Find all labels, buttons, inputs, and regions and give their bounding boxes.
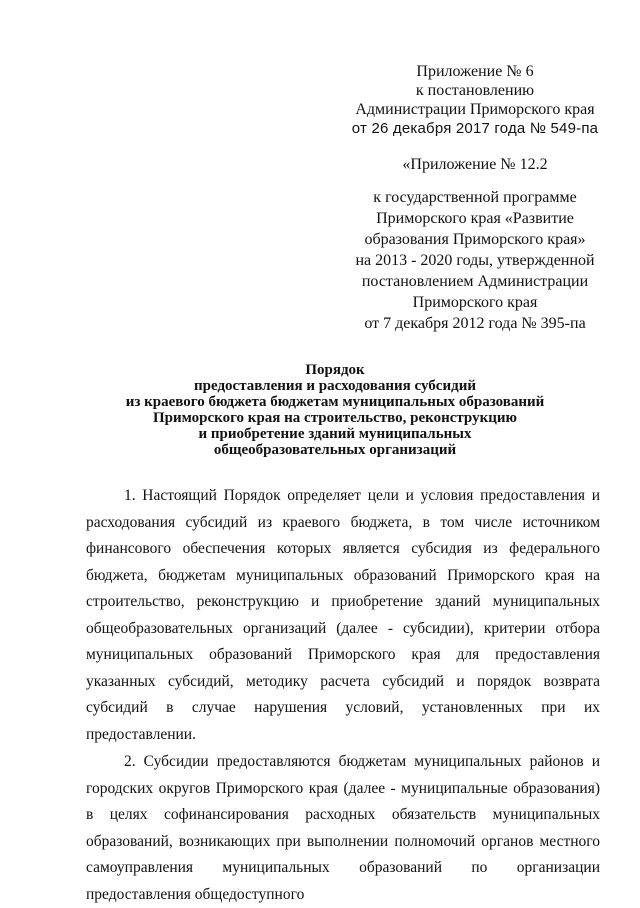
title-line: общеобразовательных организаций	[213, 442, 457, 458]
program-appendix-reference	[330, 154, 620, 334]
program-line: Приморского края «Развитие	[376, 210, 574, 227]
title-line: Приморского края на строительство, реконструкцию	[153, 410, 517, 426]
appendix-number: Приложение № 6	[416, 63, 534, 80]
title-line: из краевого бюджета бюджетам муниципальных образований	[125, 394, 545, 410]
program-line: постановлением Администрации	[361, 273, 589, 290]
paragraph-2: 2. Субсидии предоставляются бюджетам муниципальных районов и городских округов Приморского края (далее - муниципальные образования) в целях софинансирования расходных обязательств муниципальных образований, возникающих при выполнении полномочий органов местного самоуправления муниципальных образований по организации предоставления общедоступного	[86, 753, 600, 903]
to-resolution-line: к постановлению	[415, 82, 535, 99]
program-line: Приморского края	[412, 294, 538, 311]
appendix-header	[340, 62, 610, 138]
document-title	[120, 362, 550, 458]
resolution-date-number: от 26 декабря 2017 года № 549-па	[351, 120, 599, 137]
document-body	[86, 483, 600, 908]
title-line: и приобретение зданий муниципальных	[198, 426, 472, 442]
program-appendix-number: «Приложение № 12.2	[402, 156, 548, 173]
title-line: предоставления и расходования субсидий	[194, 378, 476, 394]
title-line: Порядок	[305, 362, 365, 378]
administration-line: Администрации Приморского края	[355, 101, 595, 118]
program-line: образования Приморского края»	[364, 231, 586, 248]
program-line: от 7 декабря 2012 года № 395-па	[364, 315, 586, 332]
program-line: на 2013 - 2020 годы, утвержденной	[355, 252, 595, 269]
paragraph-1: 1. Настоящий Порядок определяет цели и условия предоставления и расходования субсидий из краевого бюджета, в том числе источником финансового обеспечения которых является субсидия из федерального бюджета, бюджетам муниципальных образований Приморского края на строительство, реконструкцию и приобретение зданий муниципальных общеобразовательных организаций (далее - субсидии), критерии отбора муниципальных образований Приморского края для предоставления указанных субсидий, методику расчета субсидий и порядок возврата субсидий в случае нарушения условий, установленных при их предоставлении.	[86, 487, 600, 743]
program-line: к государственной программе	[373, 189, 577, 206]
